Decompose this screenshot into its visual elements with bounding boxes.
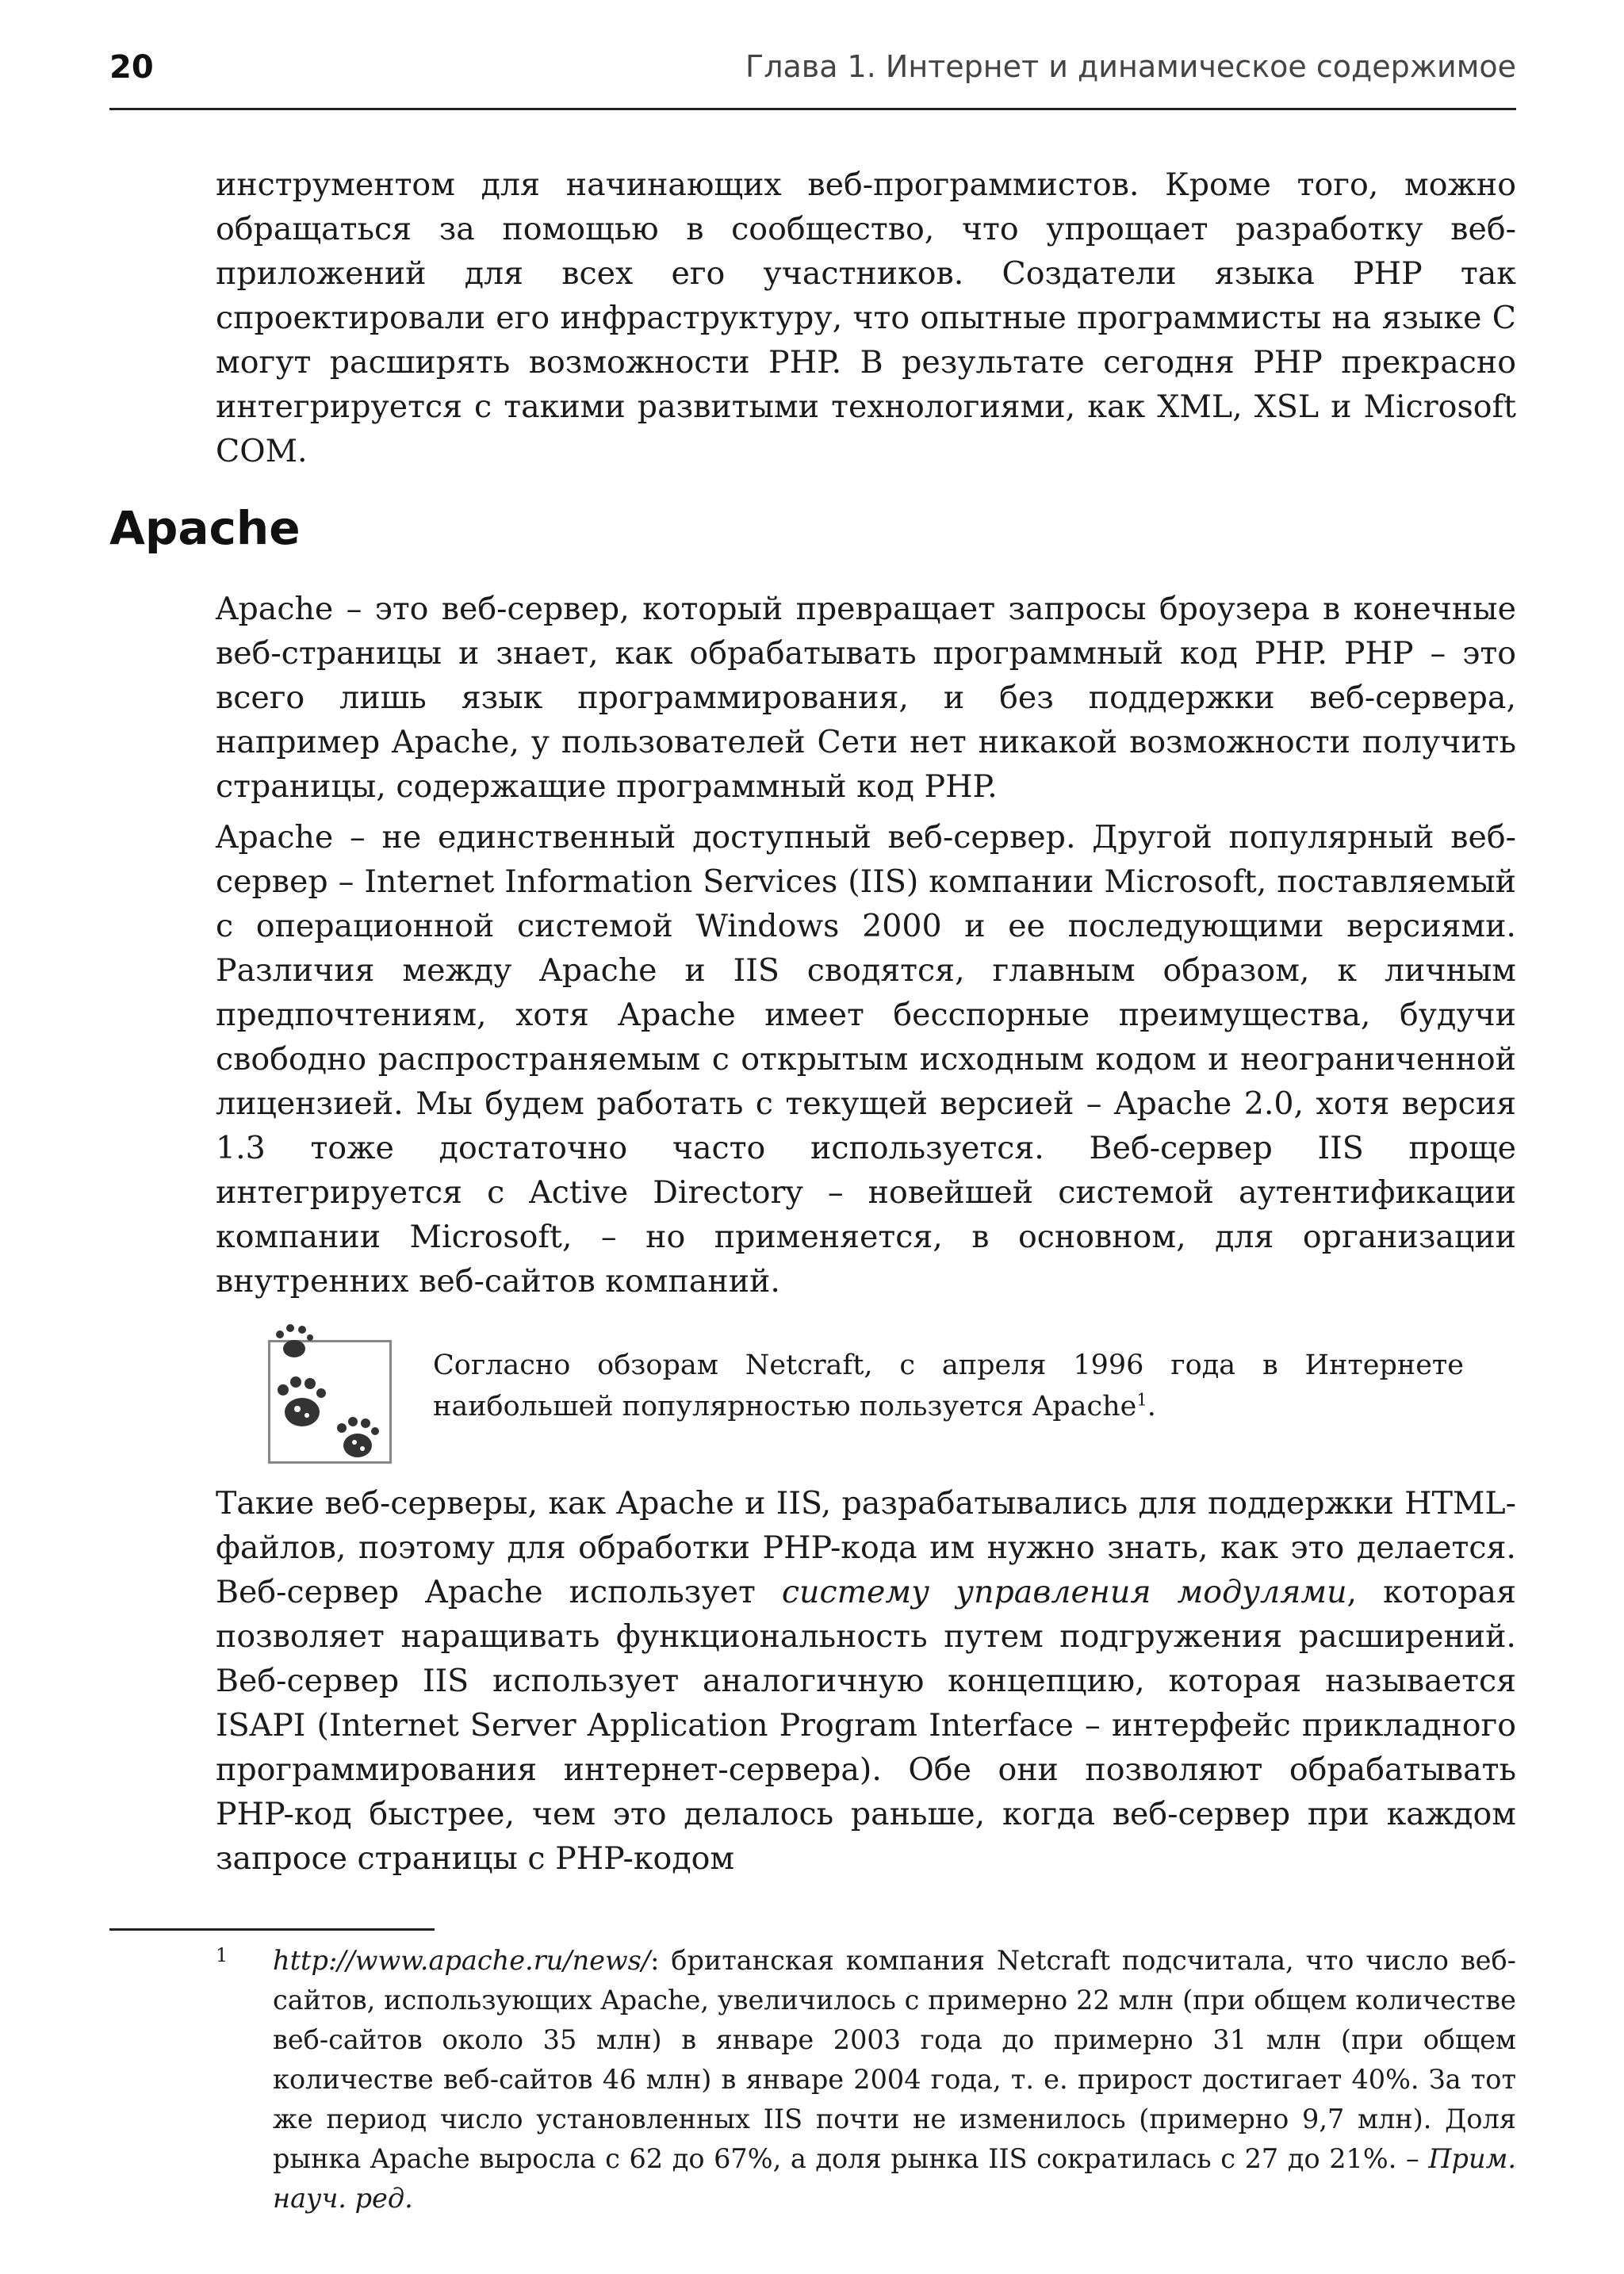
page-number: 20 [109,49,154,86]
paragraph-3-start: Такие веб-серверы, как Apache и IIS, разрабатывались для поддержки HTML-файлов, поэтому для обработки PHP-кода им нужно знать, как это делается. Веб-сервер Apache использует [216,1485,1516,1610]
intro-text [216,163,1516,473]
footnote-number: 1 [216,1944,228,1966]
footnote-divider [109,1928,435,1931]
section-heading: Apache [109,501,301,555]
final-section-text [216,1481,1516,1881]
note-end: . [1147,1391,1156,1422]
paragraph-2: Apache – не единственный доступный веб-сервер. Другой популярный веб-сервер – Internet Information Services (IIS) компании Microsoft, поставляемый с операционной системой Windows 2000 и ее последующими версиями. Различия между Apache и IIS сводятся, главным образом, к личным предпочтениям, хотя Apache имеет бесспорные преимущества, будучи свободно распространяемым с открытым исходным кодом и неограниченной лицензией. Мы будем работать с текущей версией – Apache 2.0, хотя версия 1.3 тоже достаточно часто используется. Веб-сервер IIS проще интегрируется с Active Directory – новейшей системой аутентификации компании Microsoft, – но применяется, в основном, для организации внутренних веб-сайтов компаний. [216,819,1516,1300]
footnote-marker[interactable]: 1 [1136,1390,1147,1410]
paragraph-3 [216,1481,1516,1881]
footnote-text [273,1941,1516,2218]
section-body [216,587,1516,1304]
note-content: Согласно обзорам Netcraft, с апреля 1996 года в Интернете наибольшей популярностью пользуется Apache [433,1349,1464,1422]
note-text [433,1345,1464,1427]
footnote [216,1941,1516,2218]
page-header [109,48,1516,110]
paragraph-3-end: , которая позволяет наращивать функциональность путем подгружения расширений. Веб-сервер IIS использует аналогичную концепцию, которая называется ISAPI (Internet Server Application Program Interface – интерфейс прикладного программирования интернет-сервера). Обе они позволяют обрабатывать PHP-код быстрее, чем это делалось раньше, когда веб-сервер при каждом запросе страницы с PHP-кодом [216,1574,1516,1877]
footnote-body: : британская компания Netcraft подсчитала, что число веб-сайтов, использующих Apache, увеличилось с примерно 22 млн (при общем количестве веб-сайтов около 35 млн) в январе 2003 года до примерно 31 млн (при общем количестве веб-сайтов 46 млн) в январе 2004 года, т. е. прирост достигает 40%. За тот же период число установленных IIS почти не изменилось (примерно 9,7 млн). Доля рынка Apache выросла с 62 до 67%, а доля рынка IIS сократилась с 27 до 21%. – [273,1945,1516,2174]
note-box [268,1340,392,1464]
intro-paragraph: инструментом для начинающих веб-программистов. Кроме того, можно обращаться за помощью в сообщество, что упрощает разработку веб-приложений для всех его участников. Создатели языка PHP так спроектировали его инфраструктуру, что опытные программисты на языке С могут расширять возможности PHP. В результате сегодня PHP прекрасно интегрируется с такими развитыми технологиями, как XML, XSL и Microsoft COM. [216,167,1516,469]
paragraph-1: Apache – это веб-сервер, который превращает запросы броузера в конечные веб-страницы и знает, как обрабатывать программный код PHP. PHP – это всего лишь язык программирования, и без поддержки веб-сервера, например Apache, у пользователей Сети нет никакой возможности получить страницы, содержащие программный код PHP. [216,591,1516,805]
footnote-url[interactable]: http://www.apache.ru/news/ [273,1945,651,1976]
note-paragraph [433,1345,1464,1427]
running-title: Глава 1. Интернет и динамическое содержимое [745,49,1516,84]
editor-note: Прим. науч. ред. [273,2143,1516,2214]
module-system-term: систему управления модулями [781,1574,1347,1610]
paw-prints-icon [247,1311,429,1493]
